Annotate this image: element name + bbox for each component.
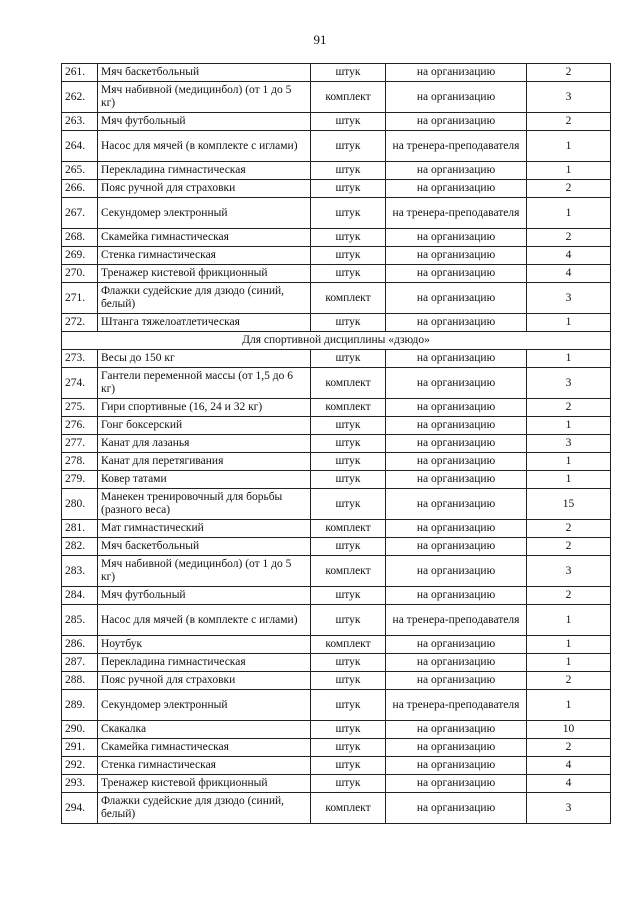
item-name-cell: Ноутбук — [98, 636, 311, 654]
row-number-cell: 261. — [62, 64, 98, 82]
quantity-cell: 1 — [527, 690, 611, 721]
quantity-cell: 2 — [527, 672, 611, 690]
table-row — [62, 453, 611, 471]
quantity-cell: 3 — [527, 556, 611, 587]
table-row — [62, 64, 611, 82]
equipment-table-body — [62, 64, 611, 824]
unit-cell: штук — [311, 198, 386, 229]
row-number-cell: 262. — [62, 82, 98, 113]
row-number-cell: 288. — [62, 672, 98, 690]
row-number-cell: 263. — [62, 113, 98, 131]
unit-cell: штук — [311, 162, 386, 180]
unit-cell: комплект — [311, 520, 386, 538]
row-number-cell: 292. — [62, 757, 98, 775]
row-number-cell: 278. — [62, 453, 98, 471]
table-row — [62, 131, 611, 162]
table-row — [62, 672, 611, 690]
item-name-cell: Насос для мячей (в комплекте с иглами) — [98, 131, 311, 162]
table-row — [62, 520, 611, 538]
quantity-cell: 1 — [527, 350, 611, 368]
row-number-cell: 274. — [62, 368, 98, 399]
section-title: Для спортивной дисциплины «дзюдо» — [62, 332, 611, 350]
row-number-cell: 291. — [62, 739, 98, 757]
unit-cell: штук — [311, 265, 386, 283]
item-name-cell: Мат гимнастический — [98, 520, 311, 538]
table-row — [62, 775, 611, 793]
item-name-cell: Перекладина гимнастическая — [98, 654, 311, 672]
item-name-cell: Гантели переменной массы (от 1,5 до 6 кг) — [98, 368, 311, 399]
unit-cell: комплект — [311, 556, 386, 587]
item-name-cell: Секундомер электронный — [98, 690, 311, 721]
row-number-cell: 269. — [62, 247, 98, 265]
unit-cell: штук — [311, 739, 386, 757]
unit-cell: штук — [311, 538, 386, 556]
basis-cell: на тренера-преподавателя — [386, 690, 527, 721]
table-row — [62, 113, 611, 131]
quantity-cell: 1 — [527, 162, 611, 180]
item-name-cell: Скамейка гимнастическая — [98, 739, 311, 757]
row-number-cell: 277. — [62, 435, 98, 453]
unit-cell: комплект — [311, 368, 386, 399]
item-name-cell: Мяч баскетбольный — [98, 64, 311, 82]
item-name-cell: Секундомер электронный — [98, 198, 311, 229]
table-row — [62, 435, 611, 453]
unit-cell: штук — [311, 453, 386, 471]
quantity-cell: 4 — [527, 775, 611, 793]
table-row — [62, 399, 611, 417]
quantity-cell: 1 — [527, 198, 611, 229]
quantity-cell: 2 — [527, 520, 611, 538]
basis-cell: на организацию — [386, 793, 527, 824]
table-row — [62, 690, 611, 721]
unit-cell: комплект — [311, 82, 386, 113]
table-row — [62, 229, 611, 247]
table-row — [62, 489, 611, 520]
table-row — [62, 471, 611, 489]
table-row — [62, 180, 611, 198]
table-row — [62, 162, 611, 180]
unit-cell: комплект — [311, 793, 386, 824]
table-row — [62, 314, 611, 332]
basis-cell: на тренера-преподавателя — [386, 605, 527, 636]
table-row — [62, 654, 611, 672]
basis-cell: на организацию — [386, 636, 527, 654]
table-row — [62, 538, 611, 556]
quantity-cell: 3 — [527, 793, 611, 824]
unit-cell: штук — [311, 654, 386, 672]
basis-cell: на тренера-преподавателя — [386, 131, 527, 162]
item-name-cell: Мяч набивной (медицинбол) (от 1 до 5 кг) — [98, 82, 311, 113]
table-row — [62, 283, 611, 314]
basis-cell: на организацию — [386, 314, 527, 332]
basis-cell: на организацию — [386, 757, 527, 775]
item-name-cell: Штанга тяжелоатлетическая — [98, 314, 311, 332]
row-number-cell: 280. — [62, 489, 98, 520]
basis-cell: на организацию — [386, 775, 527, 793]
basis-cell: на организацию — [386, 229, 527, 247]
item-name-cell: Насос для мячей (в комплекте с иглами) — [98, 605, 311, 636]
quantity-cell: 1 — [527, 417, 611, 435]
row-number-cell: 286. — [62, 636, 98, 654]
row-number-cell: 283. — [62, 556, 98, 587]
row-number-cell: 273. — [62, 350, 98, 368]
quantity-cell: 1 — [527, 314, 611, 332]
basis-cell: на организацию — [386, 247, 527, 265]
basis-cell: на тренера-преподавателя — [386, 198, 527, 229]
item-name-cell: Флажки судейские для дзюдо (синий, белый) — [98, 793, 311, 824]
row-number-cell: 275. — [62, 399, 98, 417]
quantity-cell: 2 — [527, 229, 611, 247]
quantity-cell: 3 — [527, 435, 611, 453]
row-number-cell: 265. — [62, 162, 98, 180]
unit-cell: штук — [311, 180, 386, 198]
equipment-table — [61, 63, 611, 824]
table-row — [62, 556, 611, 587]
item-name-cell: Гири спортивные (16, 24 и 32 кг) — [98, 399, 311, 417]
unit-cell: комплект — [311, 283, 386, 314]
basis-cell: на организацию — [386, 471, 527, 489]
quantity-cell: 1 — [527, 605, 611, 636]
unit-cell: штук — [311, 721, 386, 739]
quantity-cell: 2 — [527, 538, 611, 556]
table-row — [62, 605, 611, 636]
quantity-cell: 10 — [527, 721, 611, 739]
unit-cell: штук — [311, 229, 386, 247]
table-row — [62, 636, 611, 654]
quantity-cell: 2 — [527, 399, 611, 417]
unit-cell: штук — [311, 471, 386, 489]
item-name-cell: Мяч баскетбольный — [98, 538, 311, 556]
table-row — [62, 587, 611, 605]
quantity-cell: 2 — [527, 113, 611, 131]
item-name-cell: Скамейка гимнастическая — [98, 229, 311, 247]
basis-cell: на организацию — [386, 265, 527, 283]
quantity-cell: 4 — [527, 265, 611, 283]
quantity-cell: 2 — [527, 739, 611, 757]
item-name-cell: Тренажер кистевой фрикционный — [98, 265, 311, 283]
unit-cell: штук — [311, 690, 386, 721]
unit-cell: комплект — [311, 399, 386, 417]
quantity-cell: 3 — [527, 283, 611, 314]
basis-cell: на организацию — [386, 520, 527, 538]
unit-cell: штук — [311, 587, 386, 605]
page-number: 91 — [313, 32, 327, 47]
basis-cell: на организацию — [386, 162, 527, 180]
basis-cell: на организацию — [386, 739, 527, 757]
row-number-cell: 290. — [62, 721, 98, 739]
row-number-cell: 281. — [62, 520, 98, 538]
row-number-cell: 264. — [62, 131, 98, 162]
basis-cell: на организацию — [386, 113, 527, 131]
row-number-cell: 282. — [62, 538, 98, 556]
row-number-cell: 268. — [62, 229, 98, 247]
table-row — [62, 757, 611, 775]
basis-cell: на организацию — [386, 672, 527, 690]
unit-cell: штук — [311, 131, 386, 162]
unit-cell: комплект — [311, 636, 386, 654]
unit-cell: штук — [311, 672, 386, 690]
basis-cell: на организацию — [386, 283, 527, 314]
item-name-cell: Флажки судейские для дзюдо (синий, белый) — [98, 283, 311, 314]
row-number-cell: 279. — [62, 471, 98, 489]
basis-cell: на организацию — [386, 538, 527, 556]
row-number-cell: 272. — [62, 314, 98, 332]
row-number-cell: 276. — [62, 417, 98, 435]
quantity-cell: 1 — [527, 453, 611, 471]
basis-cell: на организацию — [386, 350, 527, 368]
basis-cell: на организацию — [386, 417, 527, 435]
unit-cell: штук — [311, 757, 386, 775]
table-row — [62, 350, 611, 368]
row-number-cell: 266. — [62, 180, 98, 198]
quantity-cell: 3 — [527, 82, 611, 113]
row-number-cell: 289. — [62, 690, 98, 721]
item-name-cell: Стенка гимнастическая — [98, 757, 311, 775]
row-number-cell: 271. — [62, 283, 98, 314]
item-name-cell: Весы до 150 кг — [98, 350, 311, 368]
quantity-cell: 15 — [527, 489, 611, 520]
item-name-cell: Канат для перетягивания — [98, 453, 311, 471]
table-row — [62, 739, 611, 757]
row-number-cell: 294. — [62, 793, 98, 824]
item-name-cell: Мяч набивной (медицинбол) (от 1 до 5 кг) — [98, 556, 311, 587]
item-name-cell: Пояс ручной для страховки — [98, 180, 311, 198]
table-row — [62, 417, 611, 435]
quantity-cell: 2 — [527, 180, 611, 198]
unit-cell: штук — [311, 605, 386, 636]
basis-cell: на организацию — [386, 654, 527, 672]
item-name-cell: Канат для лазанья — [98, 435, 311, 453]
table-row — [62, 721, 611, 739]
section-header-row — [62, 332, 611, 350]
table-row — [62, 793, 611, 824]
item-name-cell: Мяч футбольный — [98, 587, 311, 605]
row-number-cell: 284. — [62, 587, 98, 605]
quantity-cell: 4 — [527, 757, 611, 775]
basis-cell: на организацию — [386, 399, 527, 417]
row-number-cell: 270. — [62, 265, 98, 283]
basis-cell: на организацию — [386, 489, 527, 520]
unit-cell: штук — [311, 247, 386, 265]
basis-cell: на организацию — [386, 721, 527, 739]
row-number-cell: 287. — [62, 654, 98, 672]
unit-cell: штук — [311, 350, 386, 368]
unit-cell: штук — [311, 64, 386, 82]
quantity-cell: 3 — [527, 368, 611, 399]
item-name-cell: Ковер татами — [98, 471, 311, 489]
unit-cell: штук — [311, 314, 386, 332]
quantity-cell: 1 — [527, 471, 611, 489]
table-row — [62, 82, 611, 113]
basis-cell: на организацию — [386, 180, 527, 198]
row-number-cell: 293. — [62, 775, 98, 793]
item-name-cell: Перекладина гимнастическая — [98, 162, 311, 180]
quantity-cell: 1 — [527, 131, 611, 162]
table-row — [62, 265, 611, 283]
item-name-cell: Гонг боксерский — [98, 417, 311, 435]
table-row — [62, 198, 611, 229]
quantity-cell: 2 — [527, 64, 611, 82]
item-name-cell: Тренажер кистевой фрикционный — [98, 775, 311, 793]
table-row — [62, 368, 611, 399]
basis-cell: на организацию — [386, 556, 527, 587]
row-number-cell: 285. — [62, 605, 98, 636]
basis-cell: на организацию — [386, 435, 527, 453]
basis-cell: на организацию — [386, 453, 527, 471]
row-number-cell: 267. — [62, 198, 98, 229]
unit-cell: штук — [311, 489, 386, 520]
item-name-cell: Мяч футбольный — [98, 113, 311, 131]
quantity-cell: 2 — [527, 587, 611, 605]
quantity-cell: 4 — [527, 247, 611, 265]
basis-cell: на организацию — [386, 368, 527, 399]
item-name-cell: Стенка гимнастическая — [98, 247, 311, 265]
basis-cell: на организацию — [386, 82, 527, 113]
quantity-cell: 1 — [527, 654, 611, 672]
unit-cell: штук — [311, 417, 386, 435]
unit-cell: штук — [311, 113, 386, 131]
item-name-cell: Пояс ручной для страховки — [98, 672, 311, 690]
unit-cell: штук — [311, 435, 386, 453]
item-name-cell: Манекен тренировочный для борьбы (разного веса) — [98, 489, 311, 520]
basis-cell: на организацию — [386, 587, 527, 605]
table-row — [62, 247, 611, 265]
unit-cell: штук — [311, 775, 386, 793]
basis-cell: на организацию — [386, 64, 527, 82]
item-name-cell: Скакалка — [98, 721, 311, 739]
quantity-cell: 1 — [527, 636, 611, 654]
